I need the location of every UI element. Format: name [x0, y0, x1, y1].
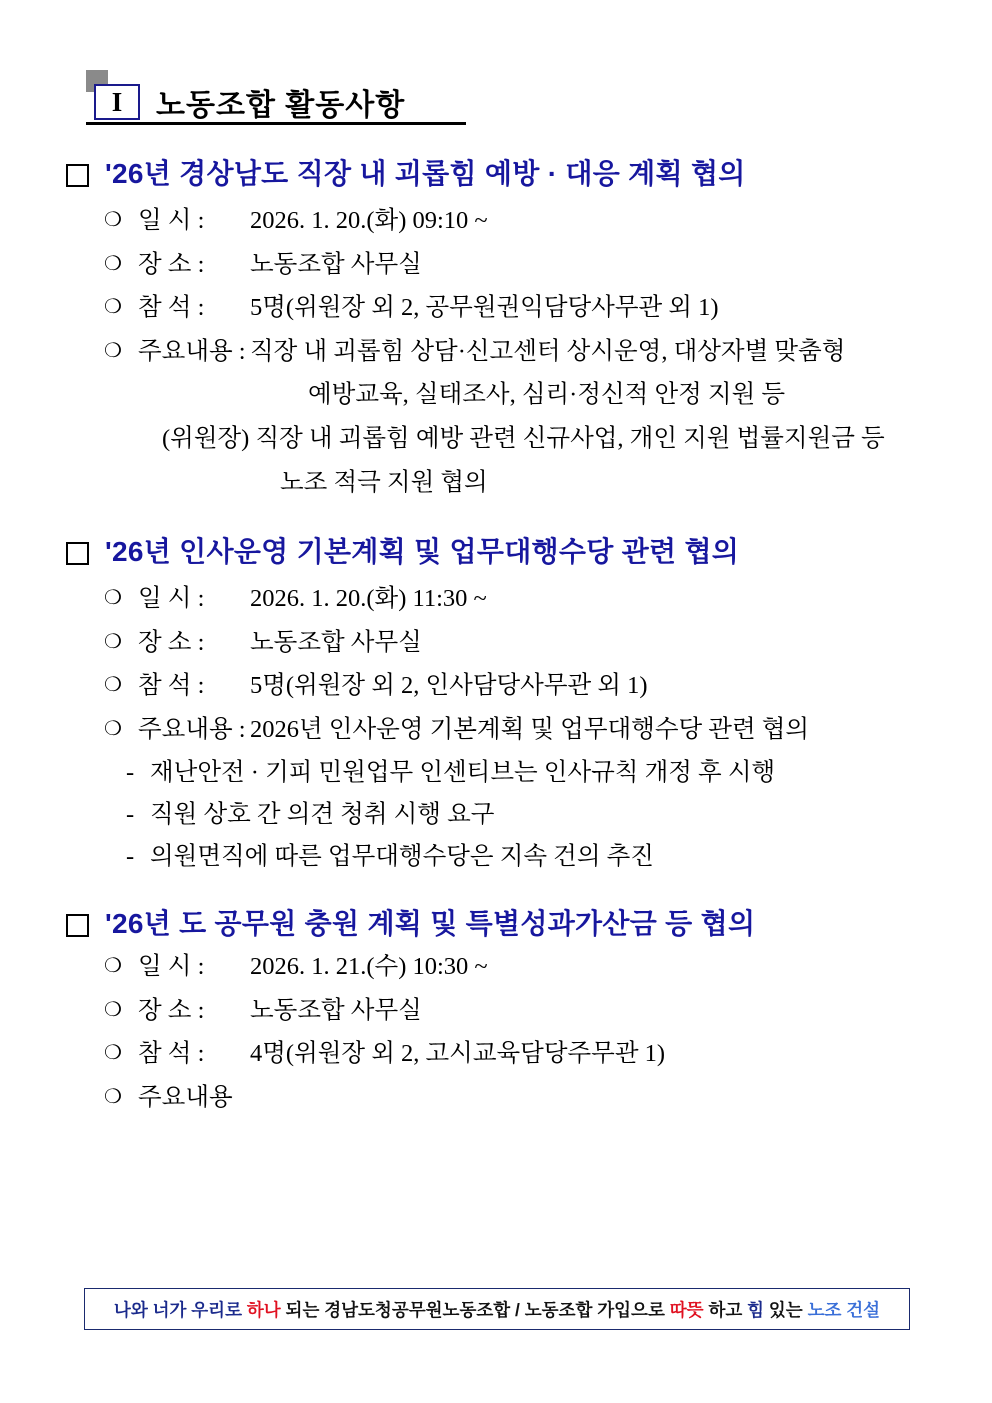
- bullet-circle-icon: ❍: [104, 718, 122, 741]
- dash-icon: -: [126, 842, 135, 870]
- footer-part-5: 하고: [708, 1299, 743, 1320]
- list-item-value: 노동조합 사무실: [250, 250, 422, 278]
- footer-part-7: 있는: [768, 1299, 803, 1320]
- bullet-circle-icon: ❍: [104, 630, 122, 653]
- list-item-label: 장 소 :: [138, 250, 205, 278]
- list-item: [104, 945, 934, 989]
- list-item: [104, 286, 934, 330]
- bullet-circle-icon: ❍: [104, 339, 122, 362]
- list-item-label: 참 석 :: [138, 672, 205, 700]
- section-1-heading: [66, 156, 934, 191]
- list-item-value: 5명(위원장 외 2, 공무원권익담당사무관 외 1): [250, 294, 719, 322]
- list-item-value: 2026년 인사운영 기본계획 및 업무대행수당 관련 협의: [250, 716, 810, 744]
- section-1-extra-line-2: 노조 적극 지원 협의: [280, 468, 488, 496]
- bullet-circle-icon: ❍: [104, 296, 122, 319]
- bullet-circle-icon: ❍: [104, 209, 122, 231]
- section-1-bullets: [104, 199, 934, 504]
- list-item: [104, 577, 934, 621]
- bullet-circle-icon: ❍: [104, 955, 122, 978]
- sub-list-item-text: 재난안전 · 기피 민원업무 인센티브는 인사규칙 개정 후 시행: [150, 758, 776, 786]
- dash-icon: -: [126, 758, 135, 786]
- section-1-extra-line-1: (위원장) 직장 내 괴롭힘 예방 관련 신규사업, 개인 지원 법률지원금 등: [162, 425, 885, 453]
- list-item-value: 5명(위원장 외 2, 인사담당사무관 외 1): [250, 672, 648, 700]
- list-item: [104, 1032, 934, 1076]
- list-item-label: 일 시 :: [138, 953, 205, 981]
- list-item-value: 2026. 1. 20.(화) 11:30 ~: [250, 585, 487, 613]
- section-3: [58, 906, 934, 1119]
- footer-slogan: [114, 1297, 880, 1322]
- footer-part-1: 나와 너가 우리로: [113, 1299, 242, 1320]
- list-item: [104, 330, 934, 374]
- footer-part-8: 노조 건설: [807, 1299, 881, 1320]
- list-item: [104, 989, 934, 1033]
- section-2-title: '26년 인사운영 기본계획 및 업무대행수당 관련 협의: [105, 536, 740, 568]
- list-item: [104, 708, 934, 752]
- bullet-circle-icon: ❍: [104, 1085, 122, 1108]
- list-item-label: 주요내용 :: [138, 337, 246, 365]
- section-3-heading: [66, 906, 934, 941]
- bullet-circle-icon: ❍: [104, 587, 122, 610]
- list-item: [104, 199, 934, 243]
- section-1-continuation: 예방교육, 실태조사, 심리·정신적 안정 지원 등: [308, 381, 786, 409]
- list-item-label: 장 소 :: [138, 628, 205, 656]
- footer-part-2: 하나: [246, 1299, 281, 1320]
- section-1: [58, 156, 934, 504]
- sub-list-item: [126, 752, 934, 794]
- list-item-label: 참 석 :: [138, 294, 205, 322]
- sub-list-item: [126, 836, 934, 878]
- checkbox-icon: [66, 542, 89, 565]
- sub-list-item-text: 의원면직에 따른 업무대행수당은 지속 건의 추진: [150, 842, 654, 870]
- header-underline: [86, 122, 466, 125]
- section-2-heading: [66, 534, 934, 569]
- footer-part-6: 힘: [747, 1299, 765, 1320]
- list-item-value: 2026. 1. 20.(화) 09:10 ~: [250, 207, 488, 234]
- footer-banner: [84, 1288, 910, 1330]
- bullet-circle-icon: ❍: [104, 252, 122, 275]
- sub-list-item-text: 직원 상호 간 의견 청취 시행 요구: [150, 800, 495, 828]
- footer-part-3: 되는 경남도청공무원노동조합 / 노동조합 가입으로: [285, 1299, 665, 1320]
- checkbox-icon: [66, 164, 89, 187]
- list-item: [104, 664, 934, 708]
- list-item-label: 주요내용: [138, 1083, 233, 1111]
- section-2-bullets: [104, 577, 934, 878]
- list-item-label: 일 시 :: [138, 207, 205, 234]
- dash-icon: -: [126, 800, 135, 828]
- list-item: [104, 1076, 934, 1120]
- sub-list-item: [126, 794, 934, 836]
- list-item: [104, 621, 934, 665]
- list-item-label: 장 소 :: [138, 996, 205, 1024]
- document-header: [72, 60, 934, 122]
- header-section-number: I: [94, 84, 140, 120]
- section-1-title: '26년 경상남도 직장 내 괴롭힘 예방 · 대응 계획 협의: [105, 158, 746, 189]
- bullet-circle-icon: ❍: [104, 674, 122, 697]
- list-item-value: 2026. 1. 21.(수) 10:30 ~: [250, 953, 488, 981]
- section-3-title: '26년 도 공무원 충원 계획 및 특별성과가산금 등 협의: [105, 908, 756, 940]
- list-item-value: 노동조합 사무실: [250, 628, 422, 656]
- bullet-circle-icon: ❍: [104, 998, 122, 1021]
- checkbox-icon: [66, 914, 89, 937]
- page-title: 노동조합 활동사항: [156, 89, 406, 122]
- list-item-label: 일 시 :: [138, 585, 205, 613]
- bullet-circle-icon: ❍: [104, 1042, 122, 1065]
- list-item-value: 4명(위원장 외 2, 고시교육담당주무관 1): [250, 1040, 666, 1068]
- list-item-value: 직장 내 괴롭힘 상담·신고센터 상시운영, 대상자별 맞춤형: [250, 337, 846, 365]
- section-2: [58, 534, 934, 878]
- section-3-bullets: [104, 945, 934, 1119]
- list-item-label: 참 석 :: [138, 1040, 205, 1068]
- list-item-value: 노동조합 사무실: [250, 996, 422, 1024]
- footer-part-4: 따뜻: [669, 1299, 704, 1320]
- list-item-label: 주요내용 :: [138, 716, 246, 744]
- list-item: [104, 243, 934, 287]
